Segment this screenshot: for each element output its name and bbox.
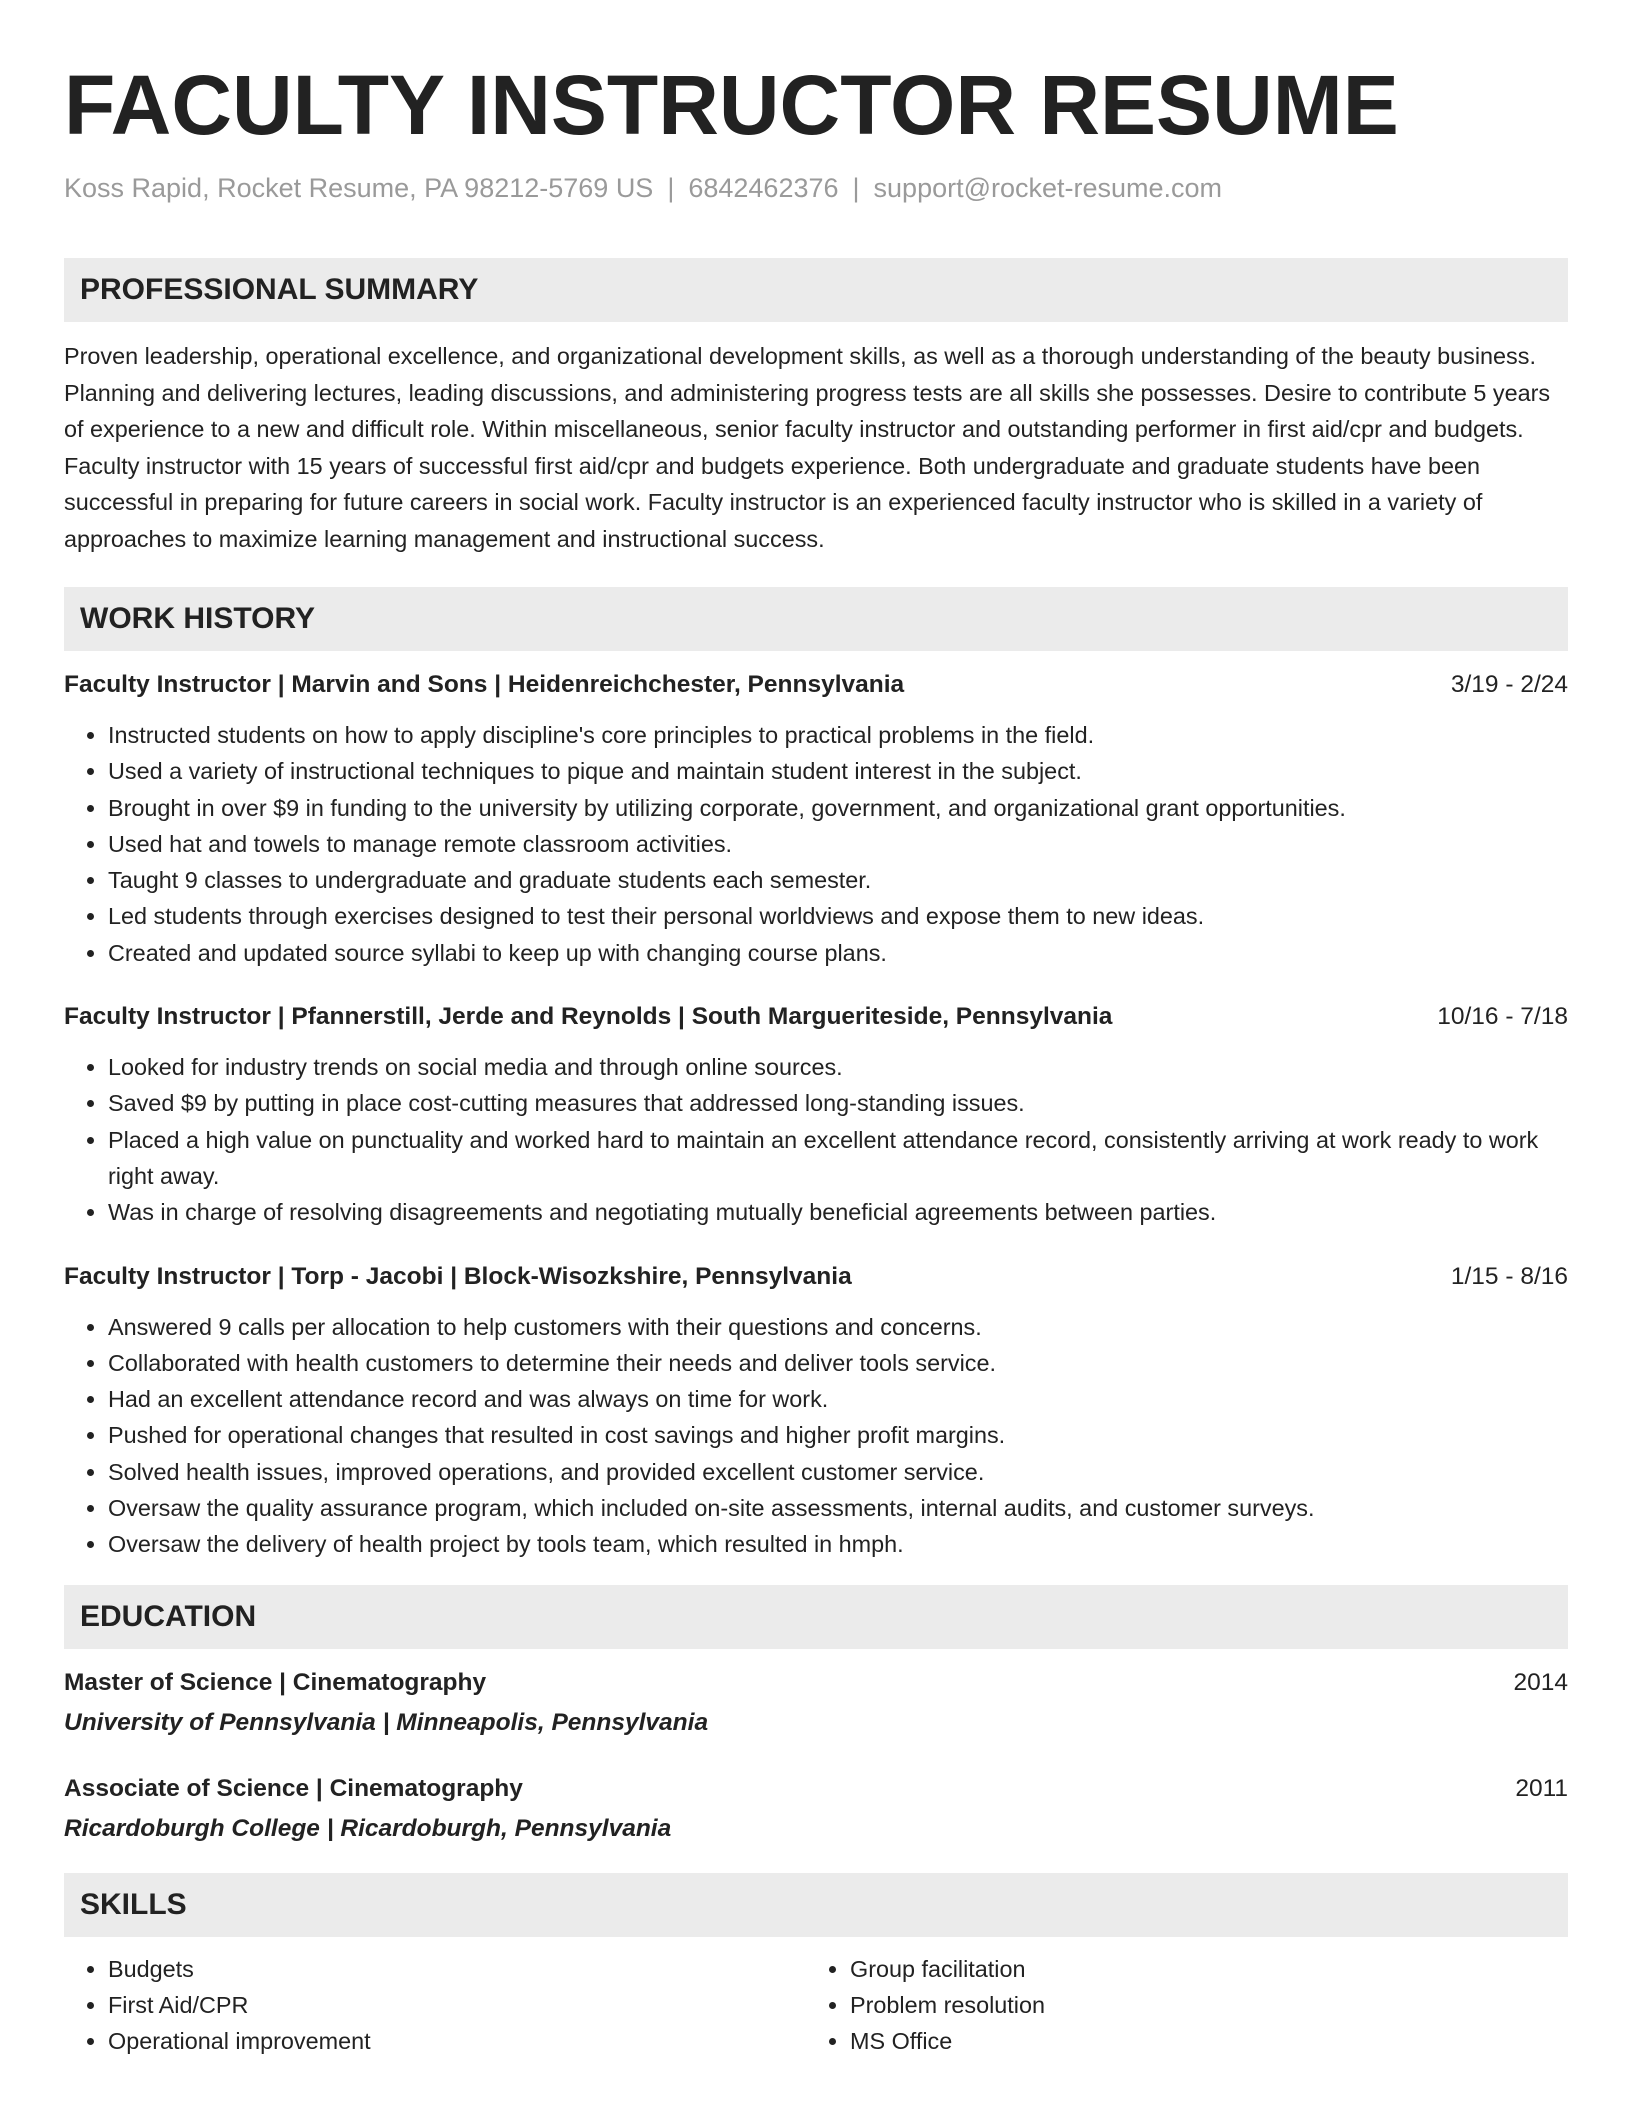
education-entry bbox=[64, 1771, 1568, 1847]
job-bullet: • Answered 9 calls per allocation to help customers with their questions and concerns. bbox=[108, 1309, 1568, 1345]
section-header-work-history: WORK HISTORY bbox=[64, 587, 1568, 651]
education-school: University of Pennsylvania | Minneapolis, Pennsylvania bbox=[64, 1708, 709, 1736]
skill-item: • Problem resolution bbox=[850, 1987, 1548, 2023]
education-year: 2011 bbox=[1515, 1774, 1568, 1802]
job-bullet: • Looked for industry trends on social media and through online sources. bbox=[108, 1049, 1568, 1085]
skills-list bbox=[806, 1951, 1548, 2060]
job-bullet: • Had an excellent attendance record and was always on time for work. bbox=[108, 1381, 1568, 1417]
job-bullet: • Saved $9 by putting in place cost-cutting measures that addressed long-standing issues. bbox=[108, 1085, 1568, 1121]
skill-item: • Operational improvement bbox=[108, 2023, 806, 2059]
section-header-education: EDUCATION bbox=[64, 1585, 1568, 1649]
education-degree: Associate of Science | Cinematography bbox=[64, 1774, 523, 1802]
job-bullets bbox=[64, 1309, 1568, 1563]
job-title: Faculty Instructor | Marvin and Sons | Heidenreichchester, Pennsylvania bbox=[64, 671, 905, 698]
contact-separator: | bbox=[667, 173, 675, 203]
summary-text: Proven leadership, operational excellence, and organizational development skills, as well as a thorough understanding of the beauty business. Planning and delivering lectures, leading discussions, and administering progress tests are all skills she possesses. Desire to contribute 5 years of experience to a new and difficult role. Within miscellaneous, senior faculty instructor and outstanding performer in first aid/cpr and budgets. Faculty instructor with 15 years of successful first aid/cpr and budgets experience. Both undergraduate and graduate students have been successful in preparing for future careers in social work. Faculty instructor is an experienced faculty instructor who is skilled in a variety of approaches to maximize learning management and instructional success. bbox=[64, 343, 1551, 552]
job-bullet: • Collaborated with health customers to determine their needs and deliver tools service. bbox=[108, 1345, 1568, 1381]
job-entry bbox=[64, 667, 1568, 971]
education-header bbox=[64, 1771, 1568, 1807]
job-bullet: • Used a variety of instructional techniques to pique and maintain student interest in the subject. bbox=[108, 753, 1568, 789]
skill-item: • First Aid/CPR bbox=[108, 1987, 806, 2023]
job-bullets bbox=[64, 1049, 1568, 1230]
job-bullet: • Oversaw the quality assurance program, which included on-site assessments, internal audits, and customer surveys. bbox=[108, 1490, 1568, 1526]
job-bullet: • Oversaw the delivery of health project by tools team, which resulted in hmph. bbox=[108, 1526, 1568, 1562]
contact-separator: | bbox=[852, 173, 860, 203]
job-header bbox=[64, 667, 1568, 703]
job-bullet: • Placed a high value on punctuality and worked hard to maintain an excellent attendance record, consistently arriving at work ready to work right away. bbox=[108, 1122, 1568, 1195]
contact-email: support@rocket-resume.com bbox=[873, 173, 1223, 203]
section-header-skills: SKILLS bbox=[64, 1873, 1568, 1937]
job-bullet: • Led students through exercises designed to test their personal worldviews and expose them to new ideas. bbox=[108, 898, 1568, 934]
education-header bbox=[64, 1665, 1568, 1701]
job-bullets bbox=[64, 717, 1568, 971]
skills-list bbox=[64, 1951, 806, 2060]
job-title: Faculty Instructor | Pfannerstill, Jerde and Reynolds | South Margueriteside, Pennsylvania bbox=[64, 1003, 1113, 1031]
education-school: Ricardoburgh College | Ricardoburgh, Pennsylvania bbox=[64, 1814, 672, 1842]
skills-grid bbox=[64, 1951, 1568, 2060]
skills-column-right bbox=[806, 1951, 1548, 2060]
job-bullet: • Used hat and towels to manage remote classroom activities. bbox=[108, 826, 1568, 862]
job-dates: 1/15 - 8/16 bbox=[1450, 1262, 1568, 1290]
contact-line bbox=[64, 172, 1568, 204]
job-bullet: • Taught 9 classes to undergraduate and graduate students each semester. bbox=[108, 862, 1568, 898]
education-entry bbox=[64, 1665, 1568, 1741]
job-bullet: • Created and updated source syllabi to keep up with changing course plans. bbox=[108, 935, 1568, 971]
job-bullet: • Instructed students on how to apply discipline's core principles to practical problems in the field. bbox=[108, 717, 1568, 753]
education-year: 2014 bbox=[1513, 1668, 1568, 1696]
job-bullet: • Pushed for operational changes that resulted in cost savings and higher profit margins. bbox=[108, 1417, 1568, 1453]
skills-column-left bbox=[64, 1951, 806, 2060]
job-bullet: • Solved health issues, improved operations, and provided excellent customer service. bbox=[108, 1454, 1568, 1490]
skill-item: • MS Office bbox=[850, 2023, 1548, 2059]
job-entry bbox=[64, 999, 1568, 1230]
job-bullet: • Brought in over $9 in funding to the university by utilizing corporate, government, and organizational grant opportunities. bbox=[108, 790, 1568, 826]
job-dates: 3/19 - 2/24 bbox=[1450, 671, 1568, 698]
contact-address: Koss Rapid, Rocket Resume, PA 98212-5769 US bbox=[64, 173, 654, 203]
section-header-summary: PROFESSIONAL SUMMARY bbox=[64, 258, 1568, 322]
education-degree: Master of Science | Cinematography bbox=[64, 1668, 487, 1696]
skill-item: • Group facilitation bbox=[850, 1951, 1548, 1987]
job-header bbox=[64, 999, 1568, 1035]
skill-item: • Budgets bbox=[108, 1951, 806, 1987]
job-dates: 10/16 - 7/18 bbox=[1437, 1003, 1568, 1031]
job-header bbox=[64, 1259, 1568, 1295]
job-title: Faculty Instructor | Torp - Jacobi | Block-Wisozkshire, Pennsylvania bbox=[64, 1262, 852, 1290]
job-entry bbox=[64, 1259, 1568, 1563]
job-bullet: • Was in charge of resolving disagreements and negotiating mutually beneficial agreements between parties. bbox=[108, 1194, 1568, 1230]
resume-title: FACULTY INSTRUCTOR RESUME bbox=[64, 58, 1399, 152]
contact-phone: 6842462376 bbox=[688, 173, 839, 203]
